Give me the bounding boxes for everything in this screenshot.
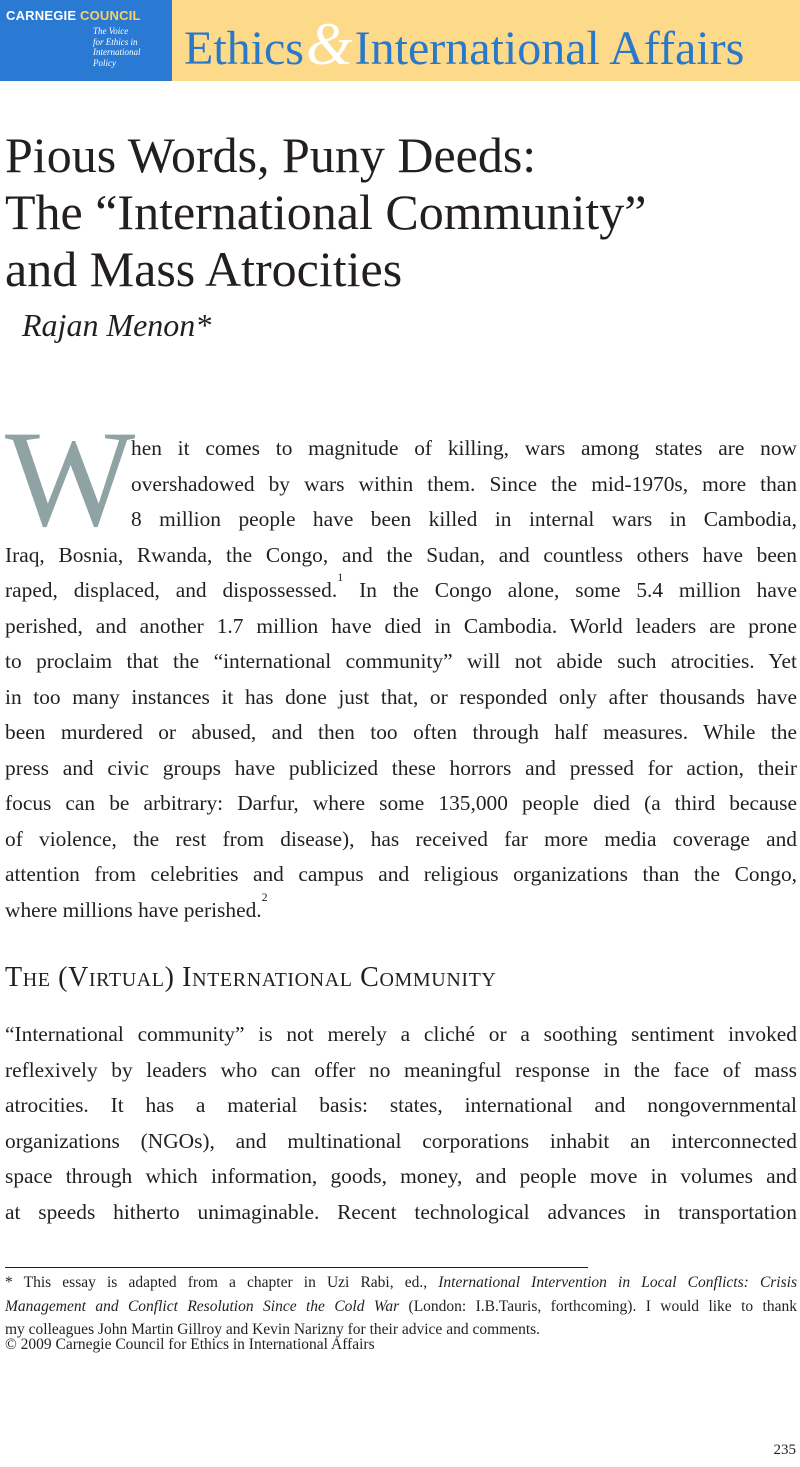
carnegie-council-logo bbox=[0, 0, 172, 81]
paragraph-line: Iraq, Bosnia, Rwanda, the Congo, and the Sudan, and countless others have been bbox=[5, 542, 797, 567]
paragraph-line bbox=[5, 889, 797, 929]
footnote-text: (London: I.B.Tauris, forthcoming). I would like to thank bbox=[399, 1297, 797, 1315]
author-name: Rajan Menon* bbox=[22, 307, 212, 343]
footnote-line-3: my colleagues John Martin Gillroy and Kevin Narizny for their advice and comments. bbox=[5, 1321, 541, 1338]
footnote bbox=[5, 1271, 797, 1342]
footnote-marker: * bbox=[5, 1274, 13, 1291]
paragraph-line: reflexively by leaders who can offer no meaningful response in the face of mass bbox=[5, 1057, 797, 1082]
line-text: In the Congo alone, some 5.4 million have bbox=[343, 578, 797, 602]
paragraph-line: perished, and another 1.7 million have died in Cambodia. World leaders are prone bbox=[5, 613, 797, 638]
tagline-line-4: Policy bbox=[93, 57, 116, 68]
logo-tagline bbox=[93, 26, 169, 68]
footnote-ref-1[interactable]: 1 bbox=[337, 570, 344, 584]
title-line-2: The “International Community” bbox=[5, 184, 647, 240]
body-paragraph-1 bbox=[5, 431, 797, 928]
footnote-book-title: International Intervention in Local Conflicts: Crisis bbox=[438, 1274, 797, 1291]
paragraph-line: hen it comes to magnitude of killing, wars among states are now bbox=[131, 436, 797, 460]
paragraph-line: “International community” is not merely a cliché or a soothing sentiment invoked bbox=[5, 1022, 797, 1046]
line-text: raped, displaced, and dispossessed. bbox=[5, 578, 338, 602]
paragraph-line: to proclaim that the “international community” will not abide such atrocities. Yet bbox=[5, 649, 797, 673]
page-number: 235 bbox=[773, 1442, 796, 1458]
paragraph-line: at speeds hitherto unimaginable. Recent technological advances in transportation bbox=[5, 1199, 797, 1224]
tagline-line-3: International bbox=[93, 47, 141, 57]
paragraph-line: attention from celebrities and campus and religious organizations than the Congo, bbox=[5, 862, 797, 886]
paragraph-line bbox=[5, 570, 797, 609]
footnote-text: This essay is adapted from a chapter in Uzi Rabi, ed., bbox=[12, 1274, 439, 1291]
journal-header bbox=[0, 0, 800, 81]
paragraph-line: overshadowed by wars within them. Since the mid-1970s, more than bbox=[131, 471, 797, 496]
paragraph-line: space through which information, goods, money, and people move in volumes and bbox=[5, 1164, 797, 1188]
journal-title-international-affairs: International Affairs bbox=[354, 22, 745, 75]
footnote-book-title: Management and Conflict Resolution Since the Cold War bbox=[5, 1297, 400, 1315]
copyright-notice: © 2009 Carnegie Council for Ethics in International Affairs bbox=[5, 1336, 375, 1353]
paragraph-line: organizations (NGOs), and multinational corporations inhabit an interconnected bbox=[5, 1128, 797, 1153]
paragraph-line: in too many instances it has done just that, or responded only after thousands have bbox=[5, 684, 797, 709]
tagline-line-1: The Voice bbox=[93, 26, 129, 36]
title-line-3: and Mass Atrocities bbox=[5, 241, 403, 297]
paragraph-line: of violence, the rest from disease), has received far more media coverage and bbox=[5, 826, 797, 851]
drop-cap: W bbox=[5, 402, 136, 555]
footnote-divider bbox=[5, 1267, 588, 1268]
article-title bbox=[5, 127, 646, 298]
footnote-line-1 bbox=[5, 1271, 797, 1295]
line-text: where millions have perished. bbox=[5, 897, 262, 922]
paragraph-line: press and civic groups have publicized these horrors and pressed for action, their bbox=[5, 755, 797, 780]
paragraph-line: 8 million people have been killed in internal wars in Cambodia, bbox=[131, 507, 797, 531]
section-heading: The (Virtual) International Community bbox=[5, 962, 497, 993]
body-paragraph-2 bbox=[5, 1017, 797, 1230]
title-line-1: Pious Words, Puny Deeds: bbox=[5, 127, 537, 183]
logo-word-council: COUNCIL bbox=[80, 8, 141, 23]
journal-title-ethics: Ethics bbox=[184, 22, 304, 75]
tagline-line-2: for Ethics in bbox=[93, 36, 138, 47]
logo-org-name bbox=[6, 8, 141, 23]
paragraph-line: been murdered or abused, and then too often through half measures. While the bbox=[5, 720, 797, 744]
paragraph-line: focus can be arbitrary: Darfur, where some 135,000 people died (a third because bbox=[5, 791, 797, 815]
journal-title bbox=[184, 11, 745, 79]
footnote-line-2 bbox=[5, 1295, 797, 1319]
journal-title-ampersand: & bbox=[305, 11, 353, 77]
paragraph-line: atrocities. It has a material basis: states, international and nongovernmental bbox=[5, 1093, 797, 1117]
logo-word-carnegie: CARNEGIE bbox=[6, 8, 77, 23]
footnote-ref-2[interactable]: 2 bbox=[261, 889, 268, 904]
